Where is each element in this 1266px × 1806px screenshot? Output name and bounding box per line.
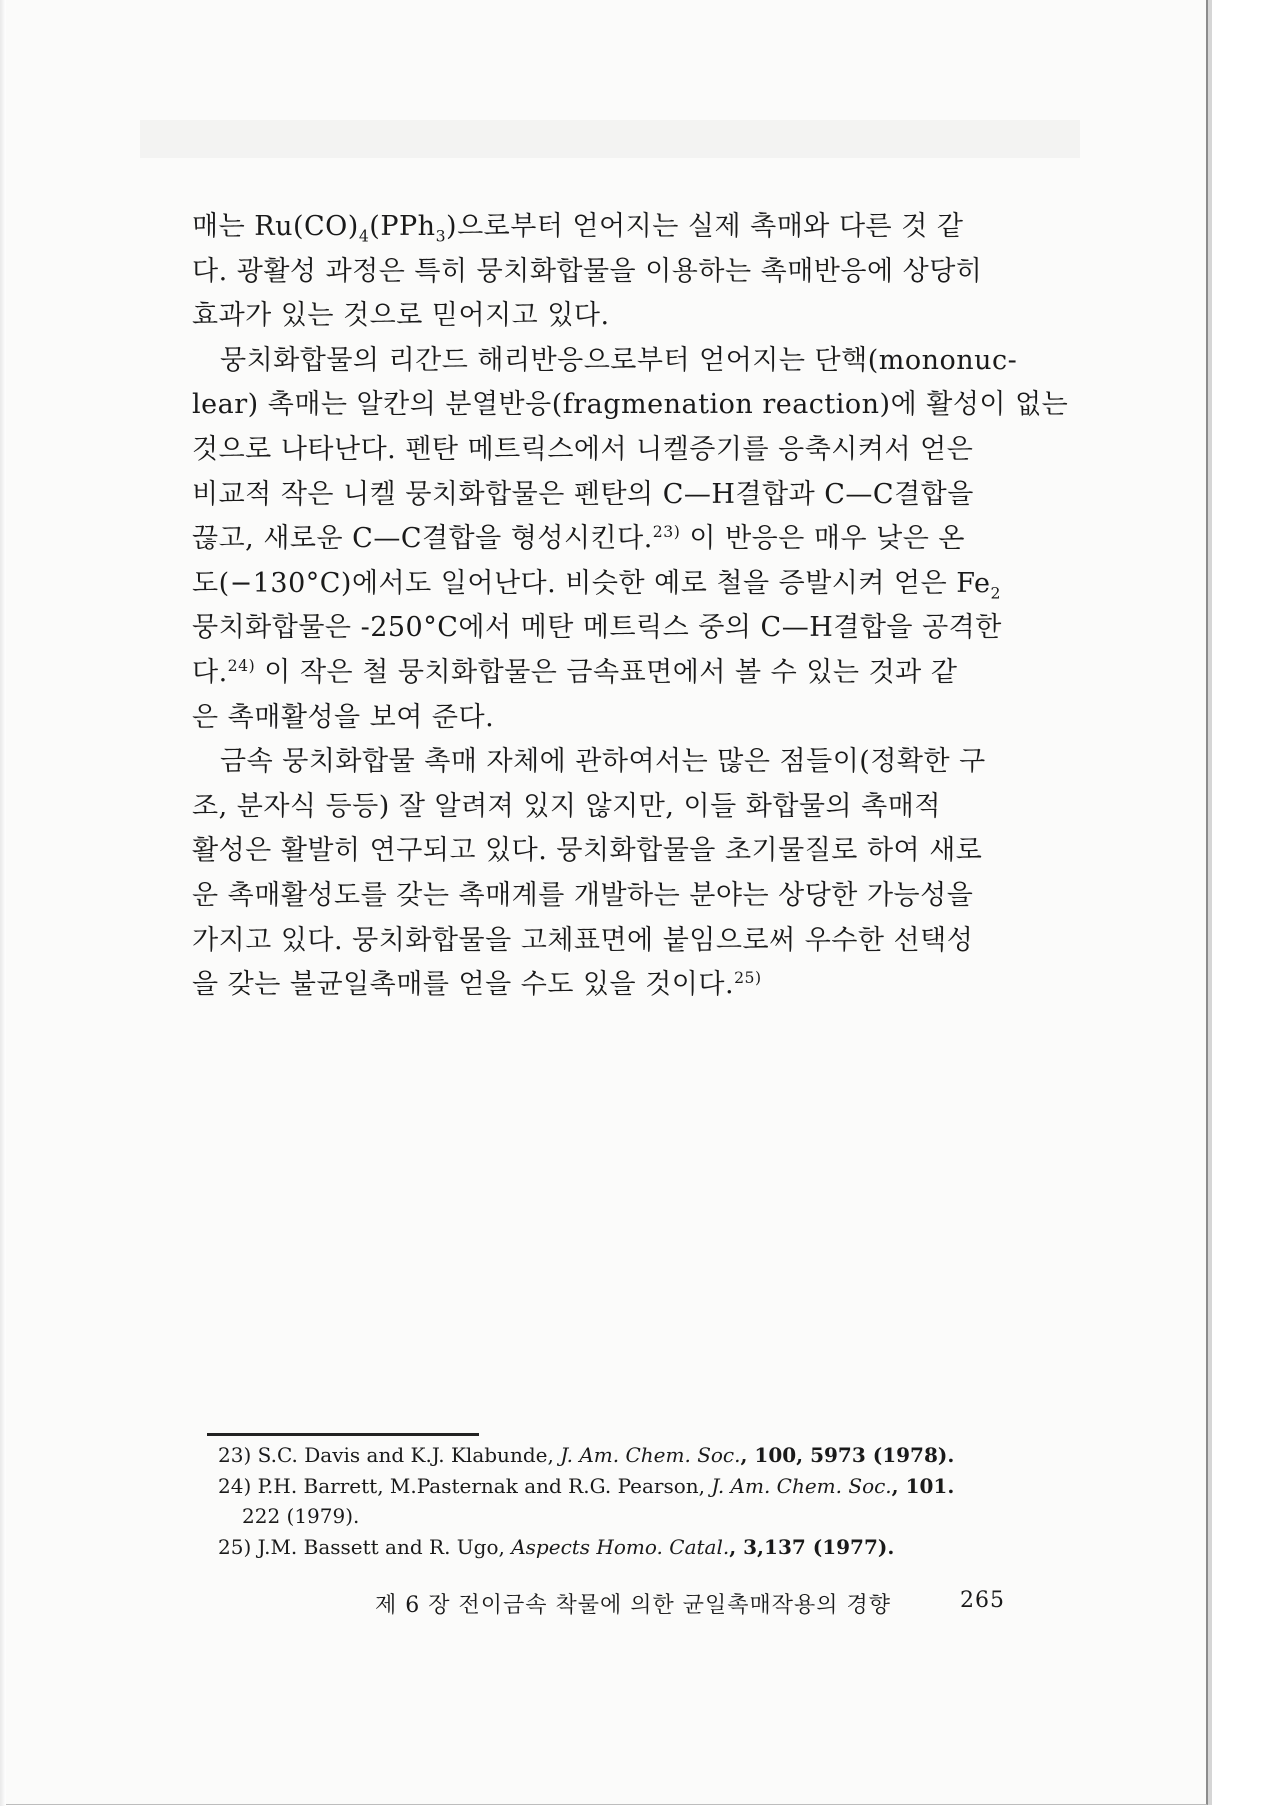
- text-line: 운 촉매활성도를 갖는 촉매계를 개발하는 분야는 상당한 가능성을: [192, 879, 974, 911]
- footnote-ref: 25): [734, 968, 762, 988]
- paragraph: [192, 205, 1022, 339]
- footnote-authors: J.M. Bassett and R. Ugo,: [257, 1534, 512, 1559]
- subscript: 3: [435, 226, 447, 246]
- footnote-number: 24): [218, 1473, 252, 1498]
- text-run: 이 작은 철 뭉치화합물은 금속표면에서 볼 수 있는 것과 같: [255, 656, 958, 688]
- text-line: 비교적 작은 니켈 뭉치화합물은 펜탄의 C—H결합과 C—C결합을: [192, 478, 974, 510]
- footnote-ref: 23): [652, 522, 681, 542]
- footnote-number: 25): [218, 1534, 252, 1559]
- text-line: [192, 205, 1022, 250]
- body-text: [192, 205, 1069, 1008]
- text-run: 을 갖는 불균일촉매를 얻을 수도 있을 것이다.: [192, 969, 735, 1001]
- footnote-ref: 24): [227, 655, 256, 675]
- footnote: [218, 1440, 1028, 1471]
- text-line: [192, 517, 1022, 562]
- paragraph: [192, 740, 1022, 1008]
- footnote-journal: J. Am. Chem. Soc.: [711, 1473, 892, 1498]
- text-run: 매는 Ru(CO): [192, 211, 359, 242]
- footnote: [218, 1471, 1028, 1502]
- subscript: 2: [990, 583, 1001, 603]
- footnote-details: , 101.: [891, 1473, 955, 1498]
- footnote-details: , 100, 5973 (1978).: [740, 1443, 955, 1467]
- text-line: lear) 촉매는 알칸의 분열반응(fragmenation reaction)에 활성이 없는: [192, 389, 1069, 421]
- footnotes: [218, 1440, 1028, 1562]
- footnote-rule: [207, 1433, 479, 1436]
- text-line: 다. 광활성 과정은 특히 뭉치화합물을 이용하는 촉매반응에 상당히: [192, 255, 983, 287]
- text-line: 뭉치화합물의 리간드 해리반응으로부터 얻어지는 단핵(mononuc-: [220, 344, 1018, 376]
- footnote-authors: P.H. Barrett, M.Pasternak and R.G. Pearson,: [257, 1473, 712, 1498]
- footnote-continuation: 222 (1979).: [242, 1504, 360, 1528]
- text-line: 은 촉매활성을 보여 준다.: [192, 701, 495, 733]
- text-line: 금속 뭉치화합물 촉매 자체에 관하여서는 많은 점들이(정확한 구: [220, 746, 986, 778]
- text-run: 끊고, 새로운 C—C결합을 형성시킨다.: [192, 523, 653, 555]
- footnote-authors: S.C. Davis and K.J. Klabunde,: [257, 1443, 561, 1467]
- text-line: [192, 963, 1022, 1008]
- text-run: 도(−130°C)에서도 일어난다. 비슷한 예로 철을 증발시켜 얻은 Fe: [192, 567, 991, 599]
- text-line: 것으로 나타난다. 펜탄 메트릭스에서 니켈증기를 응축시켜서 얻은: [192, 433, 974, 465]
- text-line: 가지고 있다. 뭉치화합물을 고체표면에 붙임으로써 우수한 선택성: [192, 924, 974, 956]
- scan-edge: [0, 0, 6, 1806]
- footnote-journal: J. Am. Chem. Soc.: [560, 1443, 741, 1467]
- footnote-number: 23): [218, 1443, 252, 1467]
- text-run: 다.: [192, 656, 228, 688]
- text-run: 이 반응은 매우 낮은 온: [680, 523, 965, 555]
- text-line: [192, 562, 1022, 607]
- text-line: 효과가 있는 것으로 믿어지고 있다.: [192, 300, 610, 332]
- footnote-details: , 3,137 (1977).: [729, 1534, 895, 1559]
- page-number: 265: [960, 1588, 1005, 1613]
- text-line: 뭉치화합물은 -250°C에서 메탄 메트릭스 중의 C—H결합을 공격한: [192, 612, 1002, 644]
- text-line: [192, 651, 1022, 696]
- running-footer: [375, 1588, 1005, 1619]
- paragraph: [192, 339, 1069, 740]
- text-line: 조, 분자식 등등) 잘 알려져 있지 않지만, 이들 화합물의 촉매적: [192, 790, 941, 822]
- text-run: (PPh: [369, 211, 436, 242]
- footnote: [218, 1532, 1028, 1563]
- footnote-journal: Aspects Homo. Catal.: [511, 1534, 730, 1559]
- chapter-title: 제 6 장 전이금속 착물에 의한 균일촉매작용의 경향: [375, 1593, 891, 1618]
- text-line: 활성은 활발히 연구되고 있다. 뭉치화합물을 초기물질로 하여 새로: [192, 835, 983, 867]
- subscript: 4: [358, 226, 370, 246]
- text-run: )으로부터 얻어지는 실제 촉매와 다른 것 같: [446, 211, 964, 242]
- scan-shadow-band: [140, 120, 1080, 158]
